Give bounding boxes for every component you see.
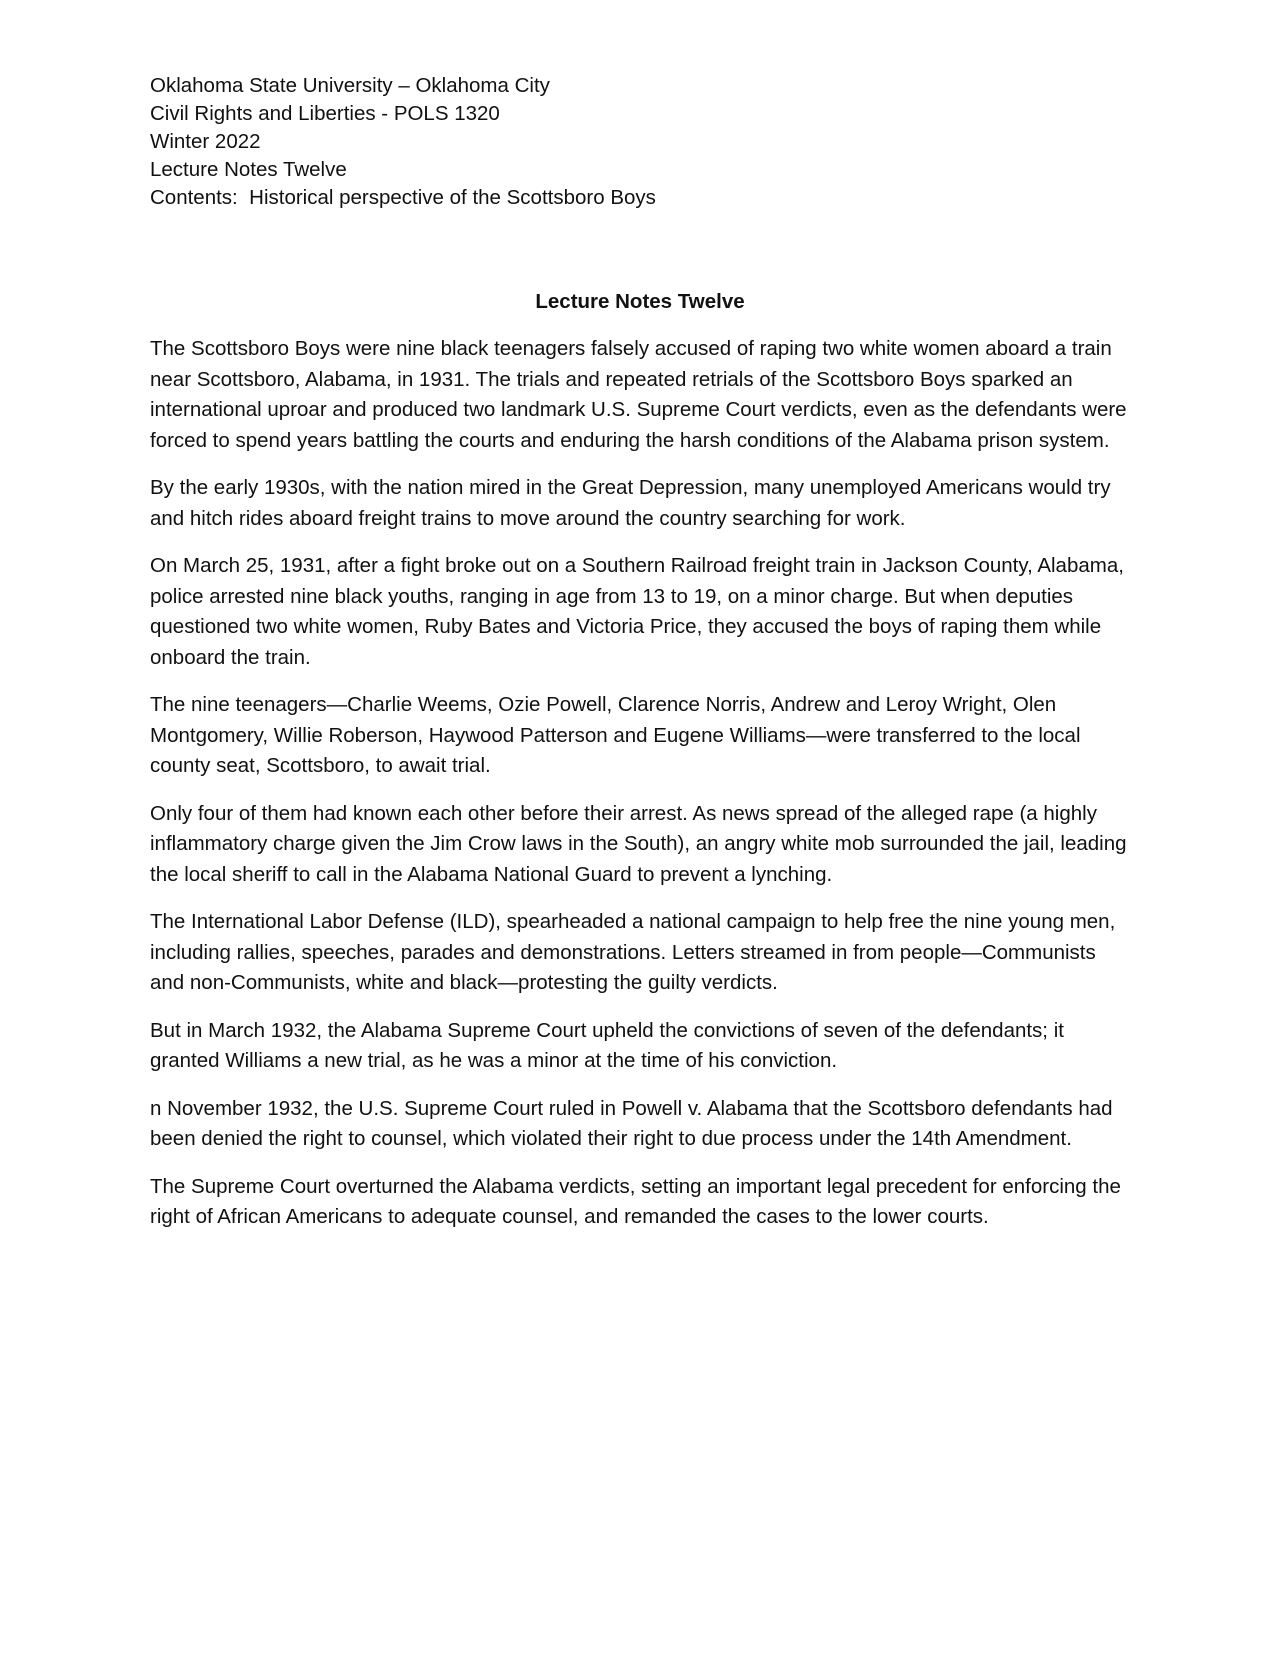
term-line: Winter 2022 [150, 130, 261, 153]
paragraph: On March 25, 1931, after a fight broke out on a Southern Railroad freight train in Jackson County, Alabama, police arrested nine black youths, ranging in age from 13 to 19, on a minor charge. But when deputies questioned two white women, Ruby Bates and Victoria Price, they accused the boys of raping them while onboard the train. [150, 554, 1124, 669]
paragraph: But in March 1932, the Alabama Supreme Court upheld the convictions of seven of the defendants; it granted Williams a new trial, as he was a minor at the time of his conviction. [150, 1018, 1064, 1072]
paragraph: Only four of them had known each other before their arrest. As news spread of the alleged rape (a highly inflammatory charge given the Jim Crow laws in the South), an angry white mob surrounded the jail, leading the local sheriff to call in the Alabama National Guard to prevent a lynching. [150, 801, 1127, 886]
contents-line: Contents: Historical perspective of the Scottsboro Boys [150, 186, 656, 209]
institution-line: Oklahoma State University – Oklahoma City [150, 74, 550, 97]
paragraph: n November 1932, the U.S. Supreme Court ruled in Powell v. Alabama that the Scottsboro defendants had been denied the right to counsel, which violated their right to due process under the 14th Amendment. [150, 1096, 1113, 1150]
document-body [150, 334, 1130, 1233]
paragraph: The Scottsboro Boys were nine black teenagers falsely accused of raping two white women aboard a train near Scottsboro, Alabama, in 1931. The trials and repeated retrials of the Scottsboro Boys sparked an international uproar and produced two landmark U.S. Supreme Court verdicts, even as the defendants were forced to spend years battling the courts and enduring the harsh conditions of the Alabama prison system. [150, 337, 1127, 452]
lecture-line: Lecture Notes Twelve [150, 158, 347, 181]
document-page [150, 72, 1130, 1250]
paragraph: The nine teenagers—Charlie Weems, Ozie Powell, Clarence Norris, Andrew and Leroy Wright, Olen Montgomery, Willie Roberson, Haywood Patterson and Eugene Williams—were transferred to the local county seat, Scottsboro, to await trial. [150, 693, 1081, 777]
document-header [150, 72, 1130, 212]
paragraph: The Supreme Court overturned the Alabama verdicts, setting an important legal precedent for enforcing the right of African Americans to adequate counsel, and remanded the cases to the lower courts. [150, 1174, 1121, 1228]
document-title: Lecture Notes Twelve [535, 290, 745, 313]
paragraph: By the early 1930s, with the nation mired in the Great Depression, many unemployed Americans would try and hitch rides aboard freight trains to move around the country searching for work. [150, 476, 1111, 530]
course-line: Civil Rights and Liberties - POLS 1320 [150, 102, 500, 125]
paragraph: The International Labor Defense (ILD), spearheaded a national campaign to help free the nine young men, including rallies, speeches, parades and demonstrations. Letters streamed in from people—Communists and non-Communists, white and black—protesting the guilty verdicts. [150, 910, 1116, 994]
